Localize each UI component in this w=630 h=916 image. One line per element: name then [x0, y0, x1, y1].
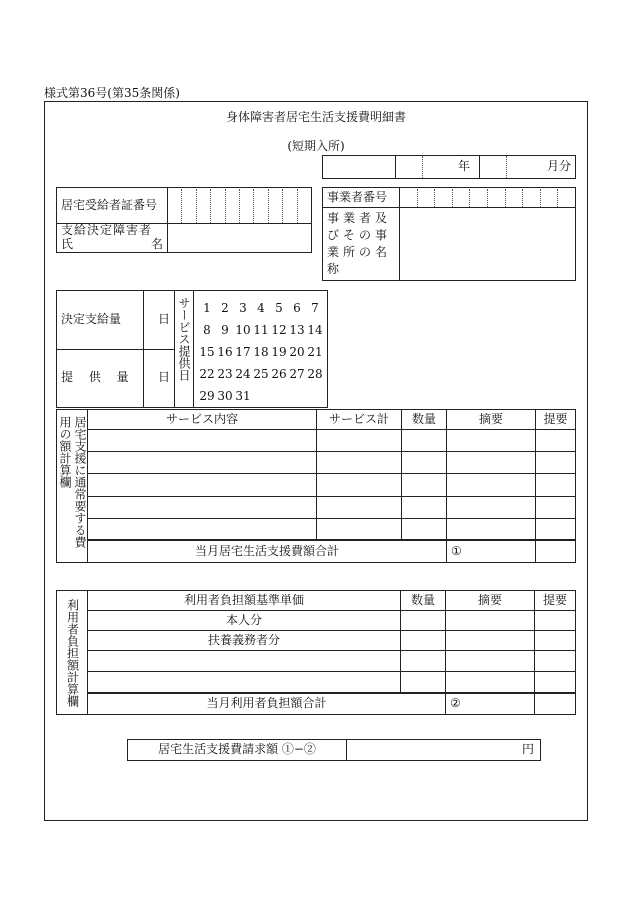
- service-day-18[interactable]: 18: [253, 345, 269, 359]
- service-day-14[interactable]: 14: [307, 323, 323, 337]
- date-field[interactable]: [323, 156, 396, 179]
- recipient-name-field[interactable]: [168, 224, 312, 253]
- service-day-31[interactable]: 31: [235, 389, 251, 403]
- provider-number-field[interactable]: [400, 188, 576, 208]
- col-remarks: 摘要: [447, 410, 536, 430]
- month-digit-field[interactable]: [480, 156, 507, 179]
- service-day-16[interactable]: 16: [217, 345, 233, 359]
- service-day-21[interactable]: 21: [307, 345, 323, 359]
- col-quantity: 数量: [402, 410, 447, 430]
- decided-amount-unit: 日: [144, 291, 175, 350]
- claim-amount-field[interactable]: [347, 740, 541, 761]
- service-day-6[interactable]: 6: [293, 301, 301, 315]
- table-row: [57, 430, 576, 452]
- form-number: 様式第36号(第35条関係): [44, 86, 180, 100]
- service-day-22[interactable]: 22: [199, 367, 215, 381]
- cost-total-mark: ①: [447, 540, 536, 562]
- table-row: [57, 631, 576, 651]
- date-table: [322, 155, 576, 179]
- service-day-13[interactable]: 13: [289, 323, 305, 337]
- service-day-19[interactable]: 19: [271, 345, 287, 359]
- service-day-27[interactable]: 27: [289, 367, 305, 381]
- service-day-7[interactable]: 7: [311, 301, 319, 315]
- service-day-29[interactable]: 29: [199, 389, 215, 403]
- claim-table: [127, 739, 541, 761]
- service-day-25[interactable]: 25: [253, 367, 269, 381]
- service-day-5[interactable]: 5: [275, 301, 283, 315]
- col-burden-quantity: 数量: [401, 591, 446, 611]
- service-day-1[interactable]: 1: [203, 301, 211, 315]
- recipient-table: [56, 187, 312, 253]
- service-day-4[interactable]: 4: [257, 301, 265, 315]
- service-day-23[interactable]: 23: [217, 367, 233, 381]
- service-day-20[interactable]: 20: [289, 345, 305, 359]
- month-digit-field[interactable]: [507, 156, 534, 179]
- recipient-name-label-line2b: 名: [150, 236, 163, 251]
- service-day-30[interactable]: 30: [217, 389, 233, 403]
- burden-side-label: [57, 591, 88, 715]
- burden-total-field[interactable]: [535, 693, 576, 715]
- supply-table: [56, 290, 328, 408]
- service-day-24[interactable]: 24: [235, 367, 251, 381]
- cost-side-label: [57, 410, 88, 563]
- table-row: [57, 518, 576, 540]
- cost-side-label-b: 用の額計算欄: [58, 416, 72, 488]
- form-title: 身体障害者居宅生活支援費明細書: [225, 110, 406, 124]
- year-digit-field[interactable]: [423, 156, 450, 179]
- cost-total-field[interactable]: [536, 540, 576, 562]
- cost-side-label-a: 居宅支援に通常要する費: [73, 416, 87, 548]
- provider-table: [322, 187, 576, 281]
- recipient-name-label-line1: 支給決定障害者: [61, 223, 153, 237]
- year-label: 年: [449, 156, 480, 179]
- burden-table: [56, 590, 576, 715]
- provider-name-label: 事業者及びその事業所の名称: [323, 208, 400, 281]
- cost-table: [56, 409, 576, 563]
- service-day-28[interactable]: 28: [307, 367, 323, 381]
- cost-total-label: 当月居宅生活支援費額合計: [88, 540, 447, 562]
- service-day-15[interactable]: 15: [199, 345, 215, 359]
- col-summary: 提要: [536, 410, 576, 430]
- burden-row-self: 本人分: [88, 611, 401, 631]
- col-burden-remarks: 摘要: [446, 591, 535, 611]
- table-row: [57, 672, 576, 693]
- col-burden-unit-price: 利用者負担額基準単価: [88, 591, 401, 611]
- table-row: [57, 651, 576, 672]
- service-days-label: [175, 291, 194, 408]
- provider-name-field[interactable]: [400, 208, 576, 281]
- recipient-name-label: [57, 224, 168, 253]
- service-day-3[interactable]: 3: [239, 301, 247, 315]
- burden-total-label: 当月利用者負担額合計: [88, 693, 446, 715]
- claim-label: 居宅生活支援費請求額 ①−②: [128, 740, 347, 761]
- form-subtitle: (短期入所): [287, 139, 345, 153]
- decided-amount-label: 決定支給量: [57, 291, 144, 350]
- burden-row-supporter: 扶養義務者分: [88, 631, 401, 651]
- burden-side-label-text: 利用者負担額計算欄: [65, 598, 80, 707]
- table-row: [57, 474, 576, 496]
- service-day-9[interactable]: 9: [221, 323, 229, 337]
- burden-total-mark: ②: [446, 693, 535, 715]
- table-row: [57, 452, 576, 474]
- service-day-17[interactable]: 17: [235, 345, 251, 359]
- year-digit-field[interactable]: [396, 156, 423, 179]
- table-row: [57, 611, 576, 631]
- recipient-name-label-line2a: 氏: [61, 236, 74, 251]
- service-day-12[interactable]: 12: [271, 323, 287, 337]
- service-day-10[interactable]: 10: [235, 323, 251, 337]
- provider-number-label: 事業者番号: [323, 188, 400, 208]
- provided-amount-label: 提 供 量: [57, 349, 144, 408]
- claim-unit: 円: [521, 742, 534, 757]
- service-days-grid: [194, 291, 328, 408]
- provided-amount-unit: 日: [144, 349, 175, 408]
- service-day-2[interactable]: 2: [221, 301, 229, 315]
- table-row: [57, 496, 576, 518]
- service-day-8[interactable]: 8: [203, 323, 211, 337]
- service-days-label-text: サービス提供日: [177, 297, 191, 381]
- month-label: 月分: [533, 156, 576, 179]
- col-service-content: サービス内容: [88, 410, 317, 430]
- service-day-26[interactable]: 26: [271, 367, 287, 381]
- col-burden-summary: 提要: [535, 591, 576, 611]
- service-day-11[interactable]: 11: [253, 323, 269, 337]
- cert-number-field[interactable]: [168, 188, 312, 224]
- col-service-total: サービス計: [317, 410, 402, 430]
- cert-number-label: 居宅受給者証番号: [57, 188, 168, 224]
